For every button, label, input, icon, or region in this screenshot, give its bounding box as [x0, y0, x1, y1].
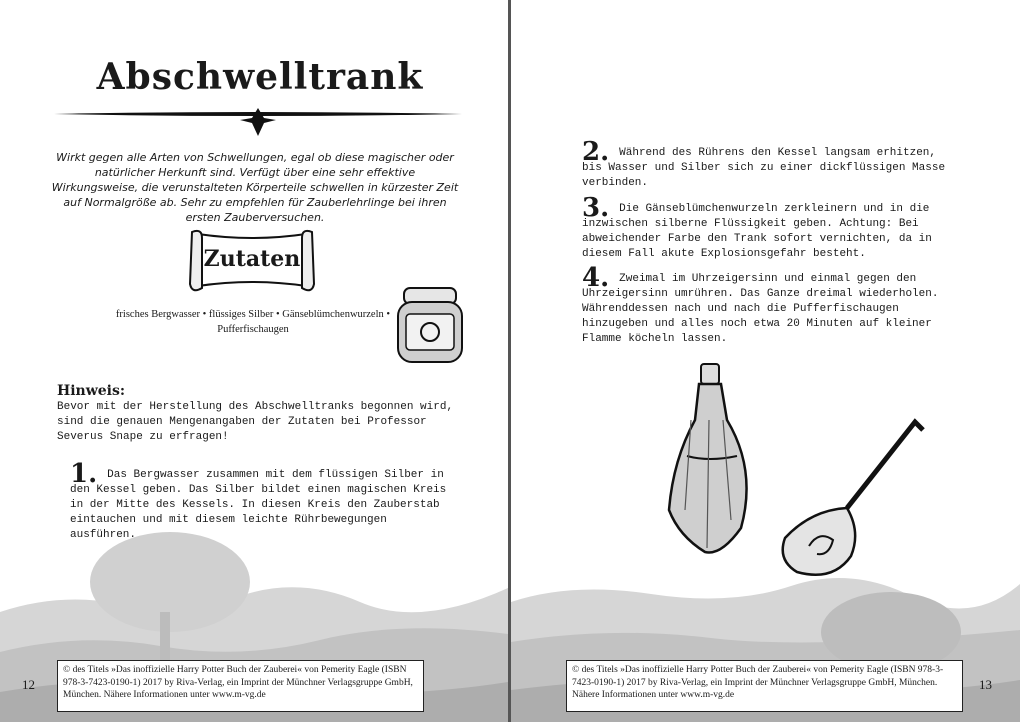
step-3	[582, 193, 962, 262]
left-page	[0, 0, 508, 722]
right-page	[511, 0, 1020, 722]
jar-icon	[392, 284, 468, 366]
step-4-number: 4.	[582, 263, 610, 293]
step-3-number: 3.	[582, 193, 610, 223]
copyright-notice: © des Titels »Das inoffizielle Harry Potter Buch der Zauberei« von Pemerity Eagle (ISBN 978-3-7423-0190-1) 2017 by Riva-Verlag, ein Imprint der Münchner Verlagsgruppe GmbH, München. Nähere Informationen unter www.m-vg.de	[57, 660, 424, 712]
step-4-text: Zweimal im Uhrzeigersinn und einmal gegen den Uhrzeigersinn umrühren. Das Ganze dreimal wiederholen. Währenddessen nach und nach die Pufferfischaugen hinzugeben und alles noch etwa 20 Minuten auf kleiner Flamme köcheln lassen.	[582, 273, 939, 345]
step-2	[582, 137, 962, 191]
step-2-text: Während des Rührens den Kessel langsam erhitzen, bis Wasser und Silber sich zu einer dickflüssigen Masse verbinden.	[582, 147, 946, 189]
ingredients-list: frisches Bergwasser • flüssiges Silber • Gänseblümchenwurzeln • Pufferfischaugen	[115, 309, 391, 335]
page-number: 13	[979, 677, 992, 692]
step-1-text: Das Bergwasser zusammen mit dem flüssigen Silber in den Kessel geben. Das Silber bildet einen magischen Kreis in der Mitte des Kessels. In diesen Kreis den Zauberstab eintauchen und mit diesem leichte Rührbewegungen ausführen.	[70, 469, 447, 541]
hint-text: Bevor mit der Herstellung des Abschwelltranks begonnen wird, sind die genauen Mengenangaben der Zutaten bei Professor Severus Snape zu erfragen!	[57, 401, 454, 443]
copyright-notice: © des Titels »Das inoffizielle Harry Potter Buch der Zauberei« von Pemerity Eagle (ISBN 978-3-7423-0190-1) 2017 by Riva-Verlag, ein Imprint der Münchner Verlagsgruppe GmbH, München. Nähere Informationen unter www.m-vg.de	[566, 660, 963, 712]
potion-bottles-icon	[661, 360, 931, 580]
page-number: 12	[22, 677, 35, 692]
ornament-divider	[54, 108, 462, 138]
step-2-number: 2.	[582, 137, 610, 167]
ingredients-heading: Zutaten	[203, 246, 301, 272]
intro-text: Wirkt gegen alle Arten von Schwellungen, egal ob diese magischer oder natürlicher Herkunft sind. Verfügt über eine sehr effektive Wirkungsweise, die verunstalteten Körperteile schwellen in kürzester Zeit auf Normalgröße ab. Sehr zu empfehlen für Zauberlehrlinge bei ihren ersten Zauberversuchen.	[51, 151, 459, 224]
step-1-number: 1.	[70, 459, 98, 489]
step-1	[70, 459, 456, 543]
page-title: Abschwelltrank	[96, 56, 424, 98]
hint-heading: Hinweis:	[57, 383, 126, 399]
step-3-text: Die Gänseblümchenwurzeln zerkleinern und in die inzwischen silberne Flüssigkeit geben. Achtung: Bei abweichender Farbe den Trank sofort vernichten, da in diesem Fall akute Explosionsgefahr besteht.	[582, 203, 932, 260]
step-4	[582, 263, 962, 347]
